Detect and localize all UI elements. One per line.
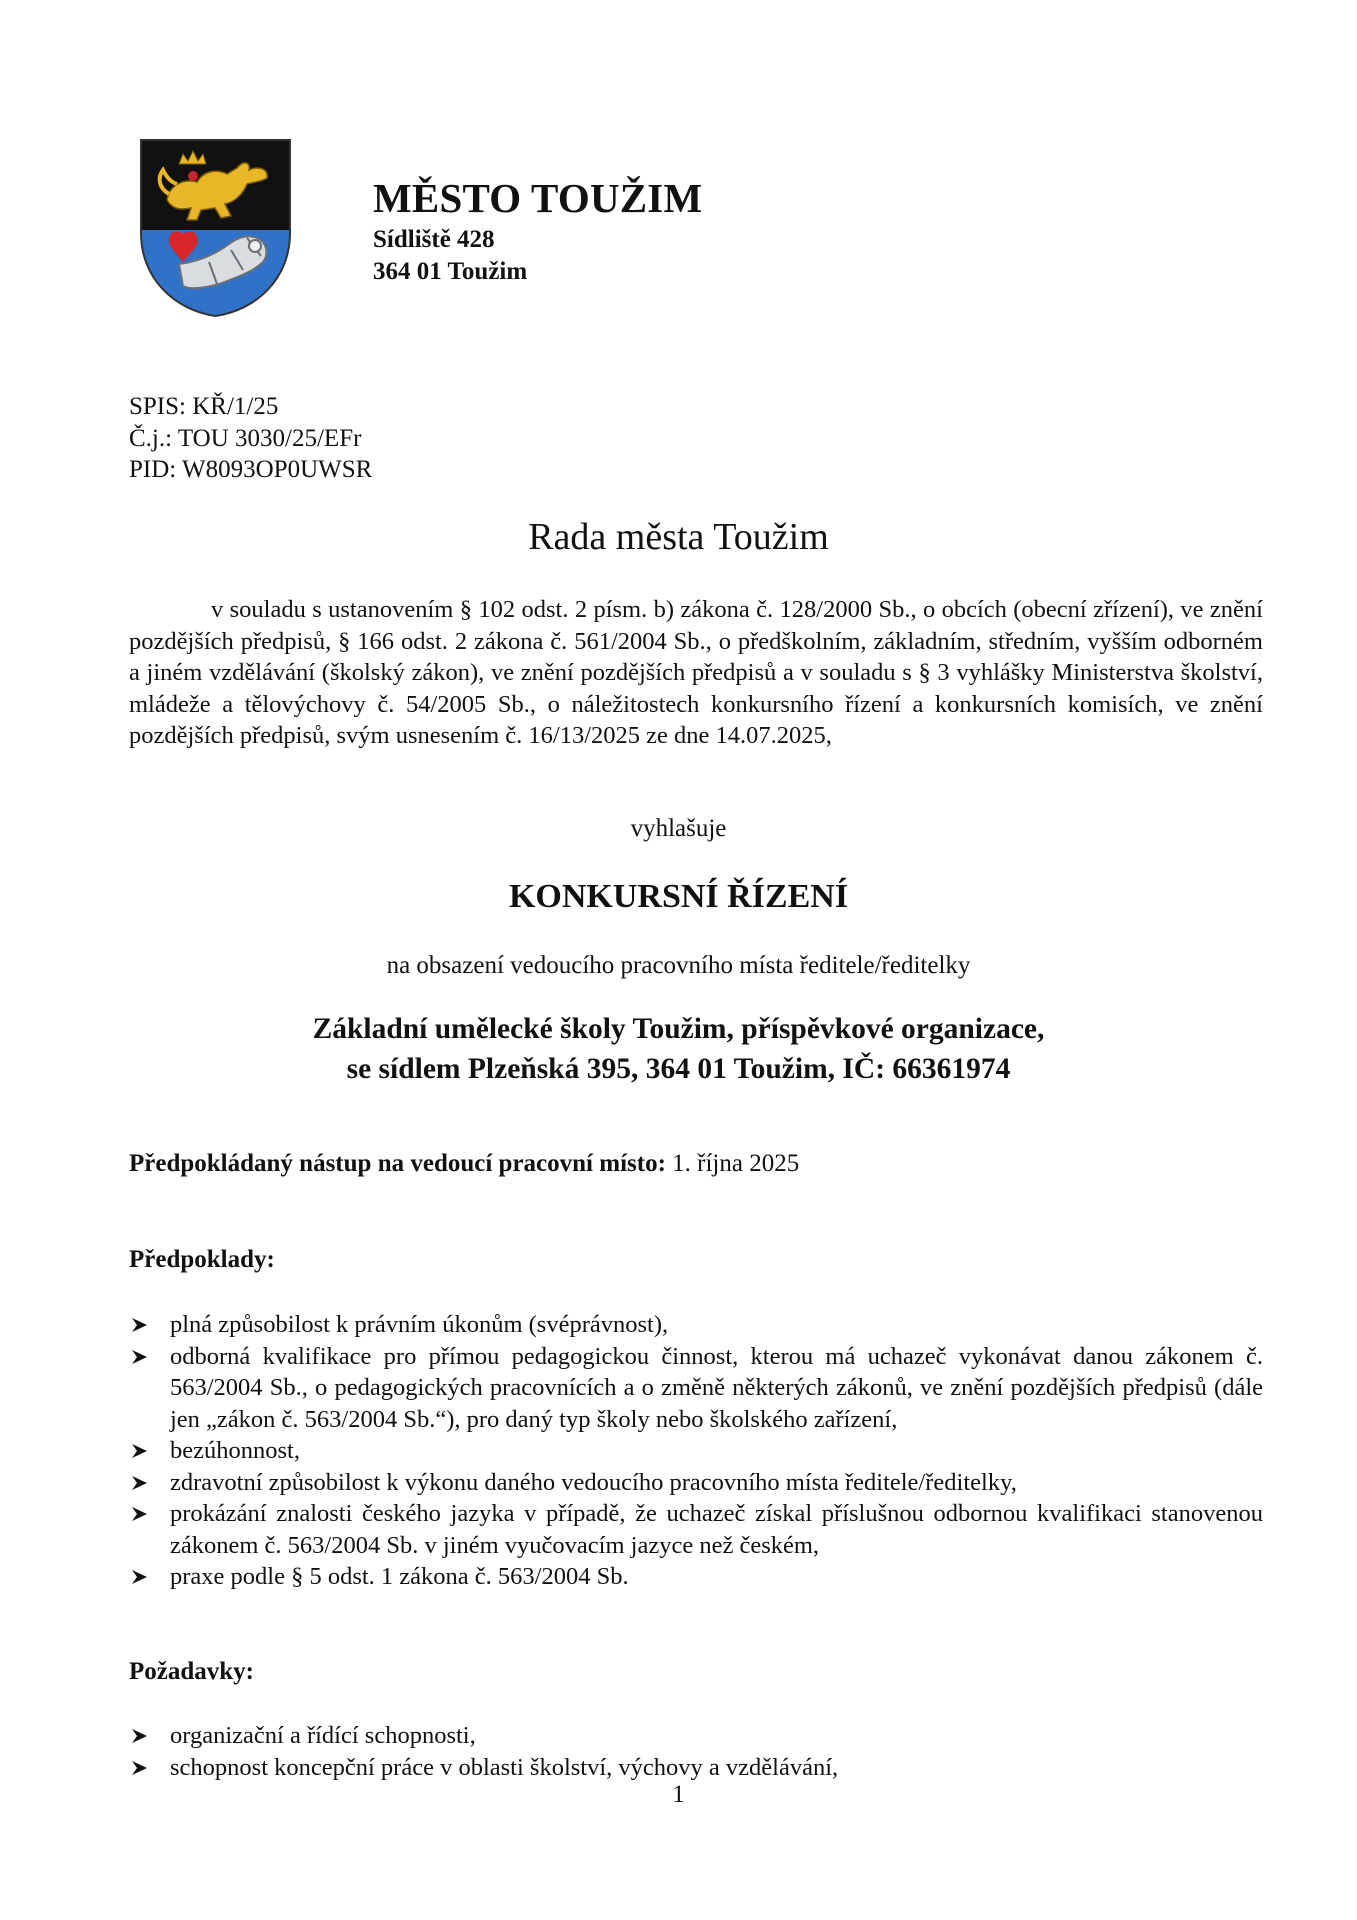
pid-reference: PID: W8093OP0UWSR	[129, 456, 373, 483]
page-number: 1	[672, 1781, 685, 1808]
list-item	[129, 1309, 1263, 1341]
start-date-label: Předpokládaný nástup na vedoucí pracovní místo:	[129, 1150, 666, 1177]
file-references	[129, 391, 372, 486]
arrowhead-bullet-icon	[131, 1443, 148, 1459]
announces-line: vyhlašuje	[630, 815, 727, 842]
arrowhead-bullet-icon	[131, 1760, 148, 1776]
list-item-text: prokázání znalosti českého jazyka v případě, že uchazeč získal příslušnou odbornou kvalifikaci stanovenou zákonem č. 563/2004 Sb. v jiném vyučovacím jazyce než českém,	[170, 1500, 1263, 1559]
position-description: na obsazení vedoucího pracovního místa ředitele/ředitelky	[386, 952, 971, 979]
list-item-text: plná způsobilost k právním úkonům (svéprávnost),	[170, 1311, 669, 1338]
list-item-text: organizační a řídící schopnosti,	[170, 1722, 476, 1749]
touzim-coat-of-arms-icon	[139, 138, 292, 318]
start-date-line	[129, 1150, 799, 1178]
list-item	[129, 1341, 1263, 1436]
list-item-text: odborná kvalifikace pro přímou pedagogickou činnost, kterou má uchazeč vykonávat danou zákonem č. 563/2004 Sb., o pedagogických pracovnících a o změně některých zákonů, ve znění pozdějších předpisů (dále jen „zákon č. 563/2004 Sb.“), pro daný typ školy nebo školského zařízení,	[170, 1342, 1263, 1433]
arrowhead-bullet-icon	[131, 1317, 148, 1333]
intro-paragraph	[129, 594, 1263, 752]
list-item-text: zdravotní způsobilost k výkonu daného vedoucího pracovního místa ředitele/ředitelky,	[170, 1468, 1017, 1496]
list-item	[129, 1561, 1263, 1593]
requirements-list	[129, 1720, 1263, 1783]
arrowhead-bullet-icon	[131, 1569, 148, 1585]
cj-reference: Č.j.: TOU 3030/25/EFr	[129, 424, 362, 452]
requirements-heading: Požadavky:	[129, 1658, 254, 1685]
list-item	[129, 1752, 1263, 1784]
list-item	[129, 1467, 1263, 1499]
school-name-line-1: Základní umělecké školy Toužim, příspěvkové organizace,	[312, 1013, 1045, 1045]
list-item-text: praxe podle § 5 odst. 1 zákona č. 563/2004 Sb.	[170, 1563, 629, 1590]
list-item-text: schopnost koncepční práce v oblasti školství, výchovy a vzdělávání,	[170, 1753, 839, 1781]
arrowhead-bullet-icon	[131, 1506, 148, 1522]
prerequisites-list	[129, 1309, 1263, 1593]
intro-text: v souladu s ustanovením § 102 odst. 2 písm. b) zákona č. 128/2000 Sb., o obcích (obecní zřízení), ve znění pozdějších předpisů, § 166 odst. 2 zákona č. 561/2004 Sb., o předškolním, základním, středním, vyšším odborném a jiném vzdělávání (školský zákon), ve znění pozdějších předpisů a v souladu s § 3 vyhlášky Ministerstva školství, mládeže a tělovýchovy č. 54/2005 Sb., o náležitostech konkursního řízení a konkursních komisích, ve znění pozdějších předpisů, svým usnesením č. 16/13/2025 ze dne 14.07.2025,	[129, 596, 1263, 749]
school-name-line-2: se sídlem Plzeňská 395, 364 01 Toužim, IČ: 66361974	[346, 1053, 1011, 1085]
list-item-text: bezúhonnost,	[170, 1437, 300, 1464]
address-line-1: Sídliště 428	[373, 226, 495, 253]
contest-title: KONKURSNÍ ŘÍZENÍ	[508, 878, 849, 915]
list-item	[129, 1435, 1263, 1467]
arrowhead-bullet-icon	[131, 1475, 148, 1491]
city-title: MĚSTO TOUŽIM	[373, 175, 703, 221]
arrowhead-bullet-icon	[131, 1349, 148, 1365]
start-date-value: 1. října 2025	[672, 1150, 800, 1177]
list-item	[129, 1498, 1263, 1561]
council-heading: Rada města Toužim	[528, 516, 829, 558]
address-line-2: 364 01 Toužim	[373, 258, 528, 285]
spis-reference: SPIS: KŘ/1/25	[129, 393, 279, 420]
city-address	[373, 224, 527, 288]
arrowhead-bullet-icon	[131, 1728, 148, 1744]
list-item	[129, 1720, 1263, 1752]
prerequisites-heading: Předpoklady:	[129, 1246, 275, 1273]
